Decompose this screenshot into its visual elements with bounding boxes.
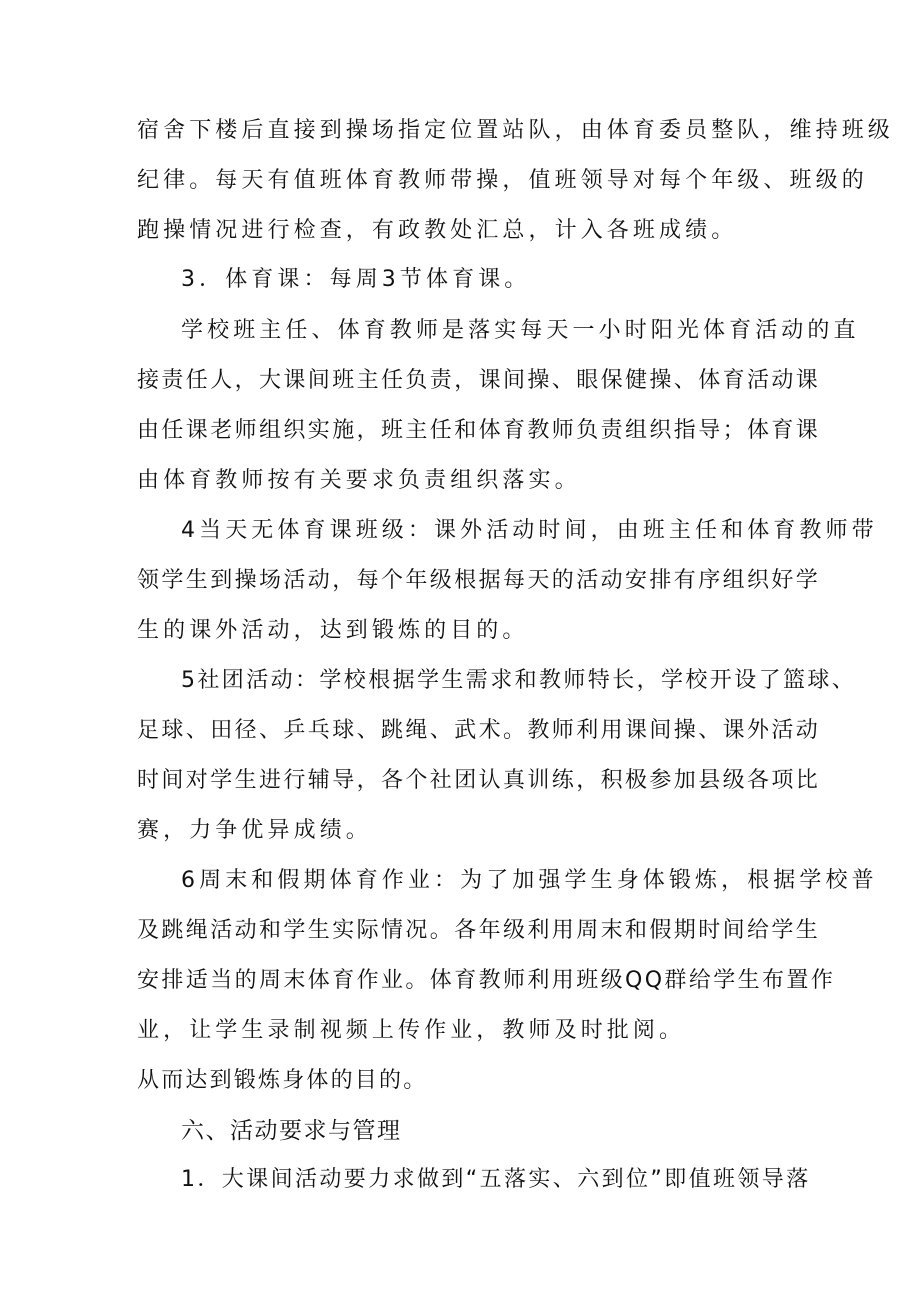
paragraph-start: 学校班主任、体育教师是落实每天一小时阳光体育活动的直 xyxy=(181,318,860,343)
text-line: 由任课老师组织实施，班主任和体育教师负责组织指导；体育课 xyxy=(137,418,821,443)
text-line: 从而达到锻炼身体的目的。 xyxy=(137,1068,428,1093)
text-line: 跑操情况进行检查，有政教处汇总，计入各班成绩。 xyxy=(137,218,738,243)
text-line: 生的课外活动，达到锻炼的目的。 xyxy=(137,618,529,643)
text-line: 接责任人，大课间班主任负责，课间操、眼保健操、体育活动课 xyxy=(137,368,821,393)
text-line: 宿舍下楼后直接到操场指定位置站队，由体育委员整队，维持班级 xyxy=(137,118,894,143)
section-item-3: 3．体育课：每周3节体育课。 xyxy=(181,267,531,292)
text-line: 业，让学生录制视频上传作业，教师及时批阅。 xyxy=(137,1018,686,1043)
section-item-5: 5社团活动：学校根据学生需求和教师特长，学校开设了篮球、 xyxy=(181,668,857,693)
text-line: 赛，力争优异成绩。 xyxy=(137,818,372,843)
section-heading: 六、活动要求与管理 xyxy=(181,1118,402,1144)
text-line: 时间对学生进行辅导，各个社团认真训练，积极参加县级各项比 xyxy=(137,768,821,793)
text-line: 及跳绳活动和学生实际情况。各年级利用周末和假期时间给学生 xyxy=(137,918,821,943)
text-line: 足球、田径、乒乓球、跳绳、武术。教师利用课间操、课外活动 xyxy=(137,718,821,743)
requirement-item-1: 1．大课间活动要力求做到“五落实、六到位”即值班领导落 xyxy=(181,1167,811,1192)
text-line: 领学生到操场活动，每个年级根据每天的活动安排有序组织好学 xyxy=(137,568,821,593)
text-line: 纪律。每天有值班体育教师带操，值班领导对每个年级、班级的 xyxy=(137,168,868,193)
text-line: 安排适当的周末体育作业。体育教师利用班级QQ群给学生布置作 xyxy=(137,968,836,993)
section-item-6: 6周末和假期体育作业：为了加强学生身体锻炼，根据学校普 xyxy=(181,868,878,893)
text-line: 由体育教师按有关要求负责组织落实。 xyxy=(137,468,581,493)
section-item-4: 4当天无体育课班级：课外活动时间，由班主任和体育教师带 xyxy=(181,518,878,543)
